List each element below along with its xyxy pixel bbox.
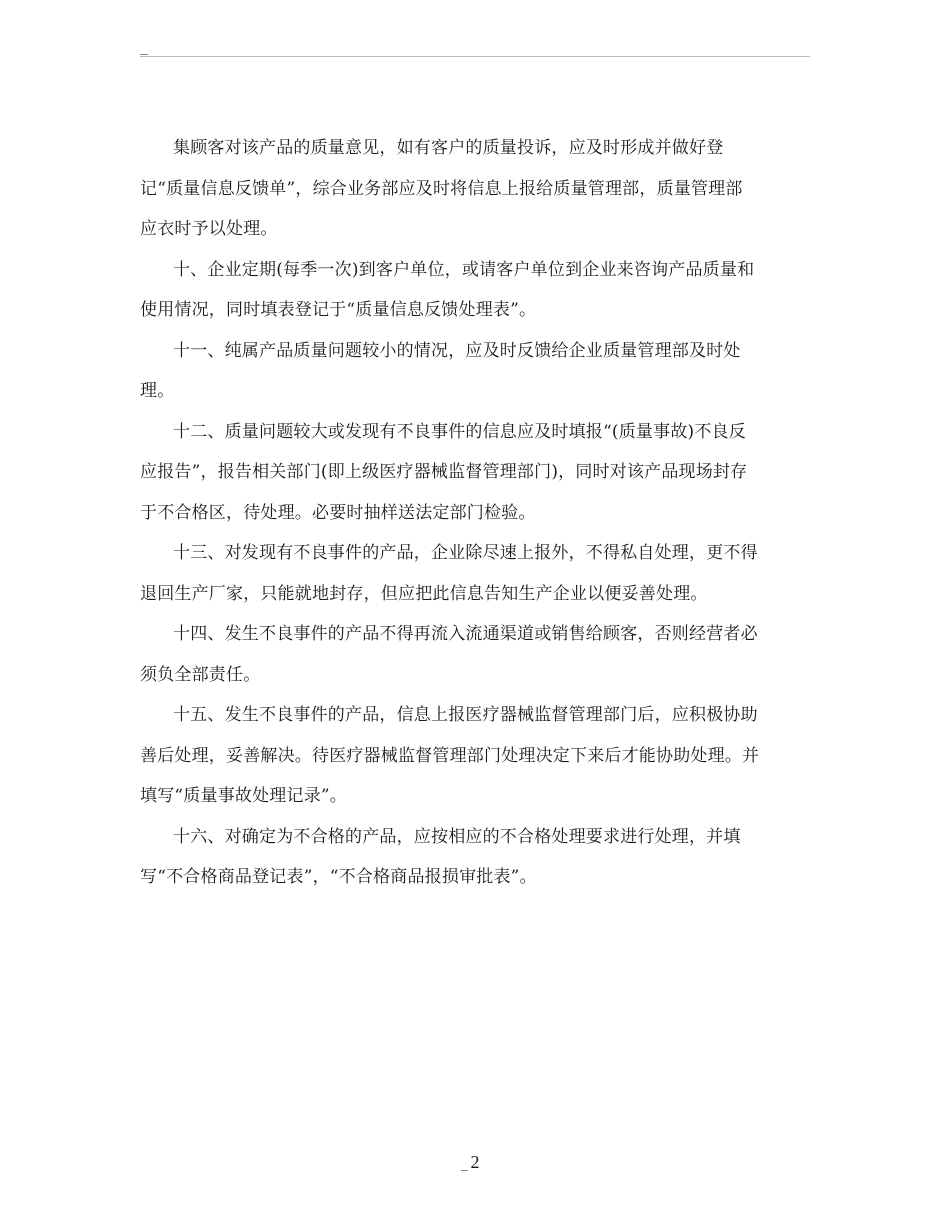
paragraph <box>140 331 812 412</box>
page-number-text: 2 <box>470 1152 480 1172</box>
body-text <box>140 128 812 898</box>
paragraph-line: 写“不合格商品登记表”，“不合格商品报损审批表”。 <box>140 867 537 887</box>
paragraph-line: 十四、发生不良事件的产品不得再流入流通渠道或销售给顾客，否则经营者必 <box>173 624 758 644</box>
footer-mark <box>461 1170 468 1171</box>
paragraph-line: 十三、对发现有不良事件的产品，企业除尽速上报外，不得私自处理，更不得 <box>173 543 758 563</box>
paragraph-line: 使用情况，同时填表登记于“质量信息反馈处理表”。 <box>140 300 537 320</box>
paragraph-line: 善后处理，妥善解决。待医疗器械监督管理部门处理决定下来后才能协助处理。并 <box>140 745 760 766</box>
header-divider <box>140 56 810 57</box>
page-number <box>471 1152 480 1173</box>
paragraph-line: 应报告”，报告相关部门(即上级医疗器械监督管理部门)，同时对该产品现场封存 <box>140 462 748 482</box>
paragraph-line: 记“质量信息反馈单”，综合业务部应及时将信息上报给质量管理部，质量管理部 <box>140 178 743 199</box>
paragraph-line: 十一、纯属产品质量问题较小的情况，应及时反馈给企业质量管理部及时处 <box>173 340 741 361</box>
paragraph-line: 应衣时予以处理。 <box>140 219 278 239</box>
paragraph-line: 十六、对确定为不合格的产品，应按相应的不合格处理要求进行处理，并填 <box>173 826 741 847</box>
paragraph-line: 十二、质量问题较大或发现有不良事件的信息应及时填报“(质量事故)不良反 <box>173 421 746 442</box>
paragraph <box>140 412 812 534</box>
paragraph <box>140 695 812 817</box>
paragraph <box>140 250 812 331</box>
paragraph <box>140 614 812 695</box>
paragraph-line: 十五、发生不良事件的产品，信息上报医疗器械监督管理部门后，应积极协助 <box>173 705 758 725</box>
paragraph-line: 于不合格区，待处理。必要时抽样送法定部门检验。 <box>140 502 536 523</box>
paragraph-line: 退回生产厂家，只能就地封存，但应把此信息告知生产企业以便妥善处理。 <box>140 583 708 604</box>
header-mark <box>140 54 148 55</box>
paragraph <box>140 817 812 898</box>
paragraph <box>140 128 812 250</box>
paragraph <box>140 533 812 614</box>
paragraph-line: 集顾客对该产品的质量意见，如有客户的质量投诉，应及时形成并做好登 <box>173 138 724 158</box>
paragraph-line: 须负全部责任。 <box>140 664 261 685</box>
page-footer <box>0 1152 950 1173</box>
paragraph-line: 理。 <box>140 381 175 401</box>
paragraph-line: 十、企业定期(每季一次)到客户单位，或请客户单位到企业来咨询产品质量和 <box>173 259 755 280</box>
paragraph-line: 填写“质量事故处理记录”。 <box>140 786 347 806</box>
